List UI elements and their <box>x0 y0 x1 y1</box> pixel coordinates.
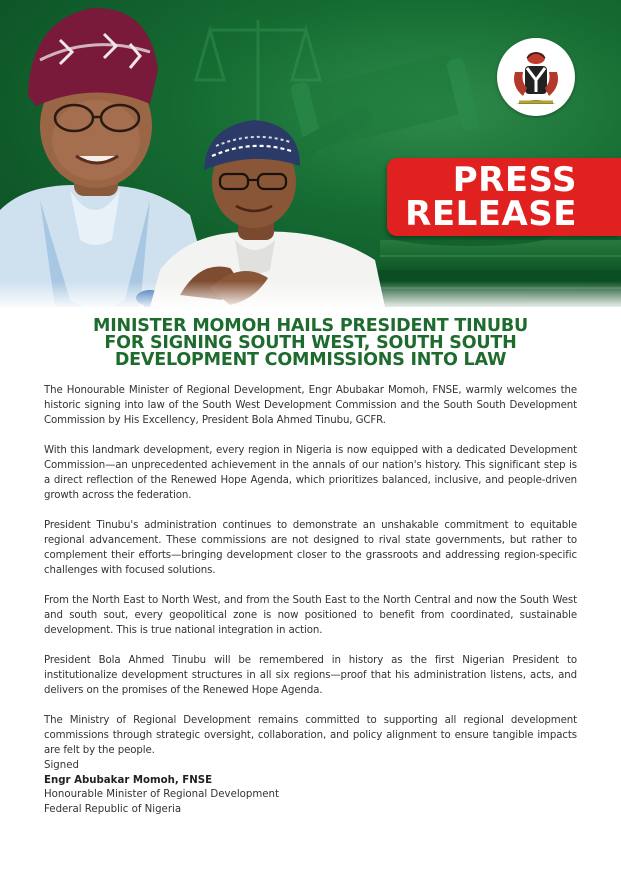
press-release-line1: PRESS <box>452 160 577 200</box>
signed-label: Signed <box>44 760 79 771</box>
press-release-body <box>44 383 577 773</box>
title-line-1: MINISTER MOMOH HAILS PRESIDENT TINUBU <box>93 316 528 336</box>
press-release-banner <box>0 0 621 307</box>
press-release-line2: RELEASE <box>405 194 577 234</box>
title-line-3: DEVELOPMENT COMMISSIONS INTO LAW <box>114 350 507 370</box>
paragraph: President Bola Ahmed Tinubu will be remembered in history as the first Nigerian President to institutionalize development structures in all six regions—proof that his administration listens, acts, and delivers on the promises of the Renewed Hope Agenda. <box>44 655 577 696</box>
title-line-2: FOR SIGNING SOUTH WEST, SOUTH SOUTH <box>104 333 517 353</box>
paragraph: From the North East to North West, and from the South East to the North Central and now the South West and south sout, every geopolitical zone is now positioned to benefit from coordinated, sustainable development. This is true national integration in action. <box>44 595 577 636</box>
paragraph: President Tinubu's administration continues to demonstrate an unshakable commitment to equitable regional advancement. These commissions are not designed to rival state governments, but rather to complement their efforts—bringing development closer to the grassroots and addressing region-specific challenges with focused solutions. <box>44 520 577 576</box>
nigeria-coat-of-arms-icon <box>497 38 575 116</box>
minister-portrait <box>150 110 390 307</box>
paragraph: The Honourable Minister of Regional Development, Engr Abubakar Momoh, FNSE, warmly welcomes the historic signing into law of the South West Development Commission and the South South Development Commission by His Excellency, President Bola Ahmed Tinubu, GCFR. <box>44 385 577 426</box>
signature-block <box>44 759 279 817</box>
paragraph: With this landmark development, every region in Nigeria is now equipped with a dedicated Development Commission—an unprecedented achievement in the annals of our nation's history. This significant step is a direct reflection of the Renewed Hope Agenda, which prioritizes balanced, inclusive, and people-driven growth across the federation. <box>44 445 577 501</box>
signatory-title: Honourable Minister of Regional Development <box>44 789 280 800</box>
signatory-country: Federal Republic of Nigeria <box>44 803 182 815</box>
banner-fade <box>0 281 621 307</box>
paragraph: The Ministry of Regional Development remains committed to supporting all regional development commissions through strategic oversight, collaboration, and policy alignment to ensure tangible impacts are felt by the people. <box>44 715 577 756</box>
page-title <box>40 318 581 369</box>
signatory-name: Engr Abubakar Momoh, FNSE <box>44 774 213 786</box>
press-release-label <box>387 158 621 236</box>
